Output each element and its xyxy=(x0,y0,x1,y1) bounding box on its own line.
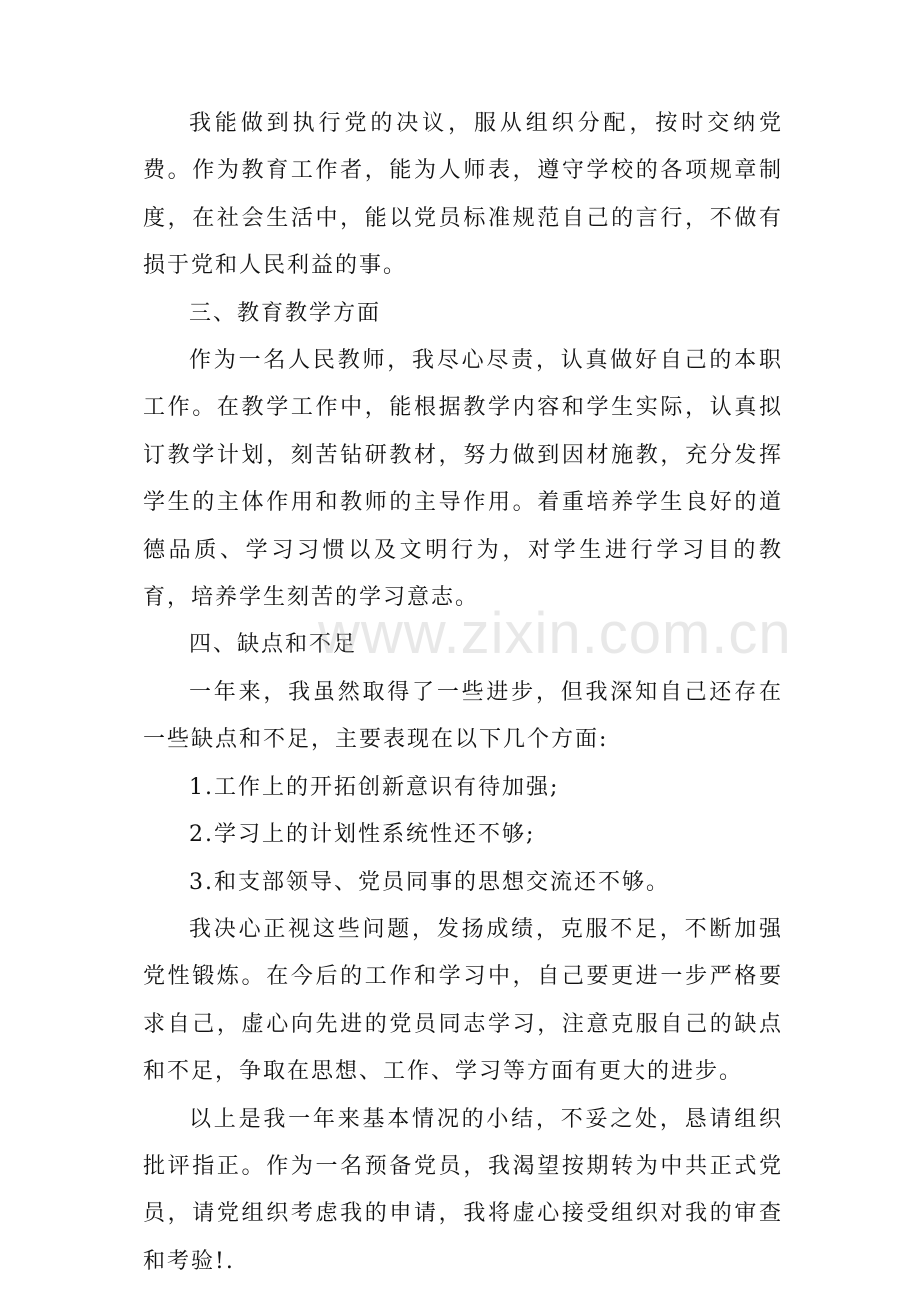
document-body xyxy=(143,100,783,1285)
list-item-2: 2.学习上的计划性系统性还不够; xyxy=(189,822,536,848)
section-heading-teaching: 三、教育教学方面 xyxy=(189,300,382,326)
list-item-3: 3.和支部领导、党员同事的思想交流还不够。 xyxy=(189,869,670,895)
section-heading-shortcomings: 四、缺点和不足 xyxy=(189,632,358,658)
watermark: www.zixin.com.cn xyxy=(318,601,792,666)
paragraph-resolution: 我决心正视这些问题，发扬成绩，克服不足，不断加强党性锻炼。在今后的工作和学习中，自己要更进一步严格要求自己，虚心向先进的党员同志学习，注意克服自己的缺点和不足，争取在思想、工作、学习等方面有更大的进步。 xyxy=(143,916,783,1085)
paragraph-party-duties: 我能做到执行党的决议，服从组织分配，按时交纳党费。作为教育工作者，能为人师表，遵守学校的各项规章制度，在社会生活中，能以党员标准规范自己的言行，不做有损于党和人民利益的事。 xyxy=(143,111,783,279)
paragraph-shortcomings-intro: 一年来，我虽然取得了一些进步，但我深知自己还存在一些缺点和不足，主要表现在以下几个方面: xyxy=(143,679,783,753)
list-item-1: 1.工作上的开拓创新意识有待加强; xyxy=(189,774,560,800)
paragraph-closing: 以上是我一年来基本情况的小结，不妥之处，恳请组织批评指正。作为一名预备党员，我渴望按期转为中共正式党员，请党组织考虑我的申请，我将虚心接受组织对我的审查和考验!. xyxy=(143,1106,783,1274)
paragraph-teaching: 作为一名人民教师，我尽心尽责，认真做好自己的本职工作。在教学工作中，能根据教学内容和学生实际，认真拟订教学计划，刻苦钻研教材，努力做到因材施教，充分发挥学生的主体作用和教师的主导作用。着重培养学生良好的道德品质、学习习惯以及文明行为，对学生进行学习目的教育，培养学生刻苦的学习意志。 xyxy=(143,348,783,611)
